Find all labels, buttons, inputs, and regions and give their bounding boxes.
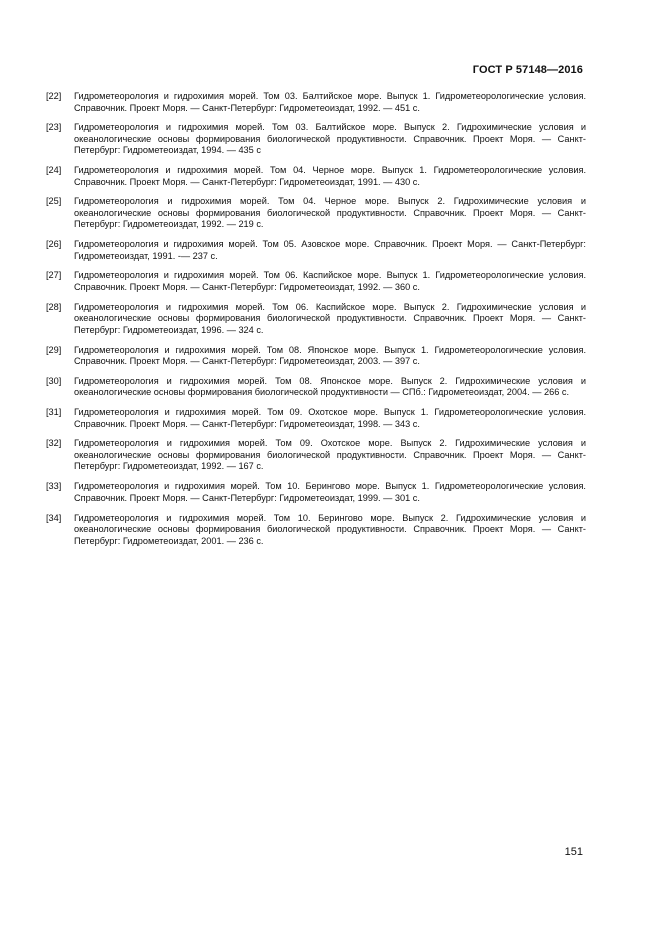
reference-item [46, 407, 586, 430]
reference-text: Гидрометеорология и гидрохимия морей. Том 03. Балтийское море. Выпуск 2. Гидрохимические условия и океанологические основы формирования биологической продуктивности. Справочник. Проект Моря. — Санкт-Петербург: Гидрометеоиздат, 1994. — 435 с [74, 122, 586, 156]
reference-item [46, 270, 586, 293]
reference-item [46, 91, 586, 114]
reference-number: [30] [46, 375, 62, 386]
reference-item [46, 239, 586, 262]
reference-item [46, 302, 586, 337]
reference-item [46, 481, 586, 504]
reference-item [46, 438, 586, 473]
reference-number: [34] [46, 512, 62, 523]
reference-text: Гидрометеорология и гидрохимия морей. Том 10. Берингово море. Выпуск 1. Гидрометеорологические условия. Справочник. Проект Моря. — Санкт-Петербург: Гидрометеоиздат, 1999. — 301 с. [74, 481, 586, 503]
reference-text: Гидрометеорология и гидрохимия морей. Том 08. Японское море. Выпуск 2. Гидрохимические условия и океанологические основы формирования биологической продуктивности — СПб.: Гидрометеоиздат, 2004. — 266 с. [74, 375, 586, 398]
reference-text: Гидрометеорология и гидрохимия морей. Том 10. Берингово море. Выпуск 2. Гидрохимические условия и океанологические основы формирования биологической продуктивности. Справочник. Проект Моря. — Санкт-Петербург: Гидрометеоиздат, 2001. — 236 с. [74, 512, 586, 546]
reference-item [46, 196, 586, 231]
reference-text: Гидрометеорология и гидрохимия морей. Том 04. Черное море. Выпуск 2. Гидрохимические условия и океанологические основы формирования биологической продуктивности. Справочник. Проект Моря. — Санкт-Петербург: Гидрометеоиздат, 1992. — 219 с. [74, 196, 586, 230]
document-header-standard-id: ГОСТ Р 57148—2016 [472, 64, 583, 76]
reference-list [46, 91, 586, 555]
reference-text: Гидрометеорология и гидрохимия морей. Том 09. Охотское море. Выпуск 1. Гидрометеорологические условия. Справочник. Проект Моря. — Санкт-Петербург: Гидрометеоиздат, 1998. — 343 с. [74, 407, 586, 429]
reference-item [46, 122, 586, 157]
reference-text: Гидрометеорология и гидрохимия морей. Том 06. Каспийское море. Выпуск 1. Гидрометеорологические условия. Справочник. Проект Моря. — Санкт-Петербург: Гидрометеоиздат, 1992. — 360 с. [74, 270, 586, 292]
reference-number: [31] [46, 407, 62, 418]
reference-number: [22] [46, 91, 62, 101]
reference-number: [26] [46, 239, 62, 250]
reference-text: Гидрометеорология и гидрохимия морей. Том 08. Японское море. Выпуск 1. Гидрометеорологические условия. Справочник. Проект Моря. — Санкт-Петербург: Гидрометеоиздат, 2003. — 397 с. [74, 344, 586, 367]
reference-text: Гидрометеорология и гидрохимия морей. Том 09. Охотское море. Выпуск 2. Гидрохимические условия и океанологические основы формирования биологической продуктивности. Справочник. Проект Моря. — Санкт-Петербург: Гидрометеоиздат, 1992. — 167 с. [74, 438, 586, 472]
reference-number: [27] [46, 270, 62, 281]
reference-text: Гидрометеорология и гидрохимия морей. Том 05. Азовское море. Справочник. Проект Моря. — Санкт-Петербург: Гидрометеоиздат, 1991. -— 237 с. [74, 239, 586, 261]
reference-number: [33] [46, 481, 62, 492]
reference-item [46, 165, 586, 188]
reference-item [46, 513, 586, 548]
reference-text: Гидрометеорология и гидрохимия морей. Том 06. Каспийское море. Выпуск 2. Гидрохимические условия и океанологические основы формирования биологической продуктивности. Справочник. Проект Моря. — Санкт-Петербург: Гидрометеоиздат, 1996. — 324 с. [74, 301, 586, 335]
reference-number: [29] [46, 344, 62, 355]
reference-number: [23] [46, 122, 62, 133]
reference-item [46, 345, 586, 368]
reference-number: [24] [46, 165, 62, 176]
reference-number: [25] [46, 196, 62, 207]
reference-text: Гидрометеорология и гидрохимия морей. Том 04. Черное море. Выпуск 1. Гидрометеорологические условия. Справочник. Проект Моря. — Санкт-Петербург: Гидрометеоиздат, 1991. — 430 с. [74, 165, 586, 187]
page-number: 151 [564, 846, 583, 858]
reference-number: [28] [46, 301, 62, 312]
reference-number: [32] [46, 438, 62, 449]
reference-item [46, 376, 586, 399]
reference-text: Гидрометеорология и гидрохимия морей. Том 03. Балтийское море. Выпуск 1. Гидрометеорологические условия. Справочник. Проект Моря. — Санкт-Петербург: Гидрометеоиздат, 1992. — 451 с. [74, 91, 586, 113]
